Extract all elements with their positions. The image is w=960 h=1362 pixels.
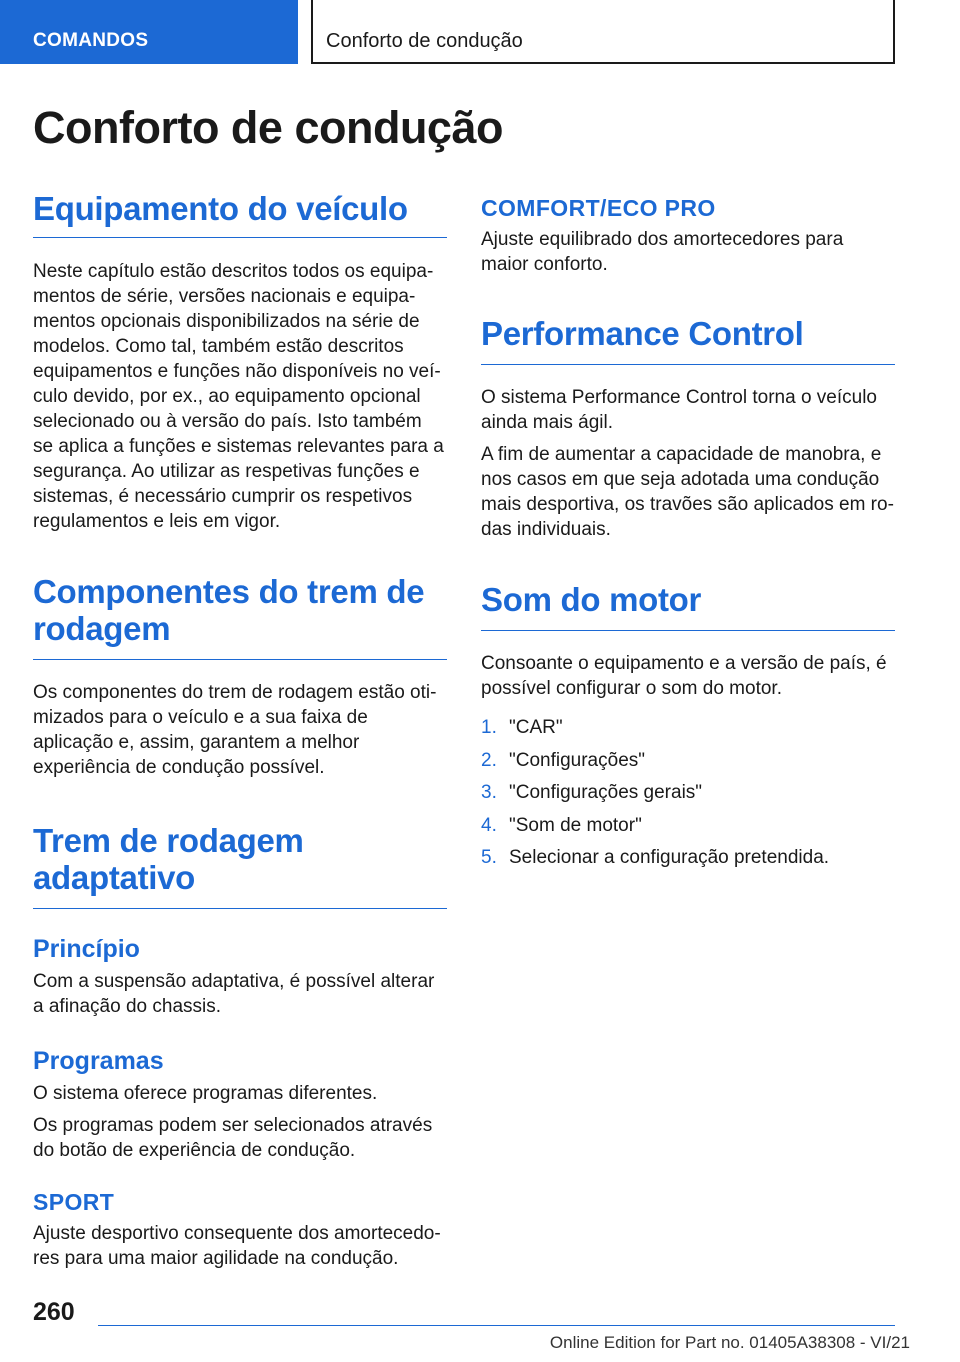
program-text-sport: Ajuste desportivo consequente dos amortecedores para uma maior agilidade na condução.: [33, 1223, 441, 1269]
subsection-text-programs-1: O sistema oferece programas diferentes.: [33, 1083, 378, 1104]
section-title-adaptive-chassis: Trem de rodagem adaptativo: [33, 822, 447, 909]
step-text: Selecionar a configuração pretendida.: [509, 847, 830, 868]
step-text: "Som de motor": [509, 814, 642, 836]
list-item: [481, 715, 895, 740]
section-text-equipment: Neste capítulo estão descritos todos os equipamentos de série, versões nacionais e equipamentos opcionais disponibilizados na série de modelos. Como tal, também estão descritos equipamentos e funções não disponíveis no veículo devido, por ex., ao equipamento opcional selecionado ou à versão do país. Isto também se aplica a funções e sistemas relevantes para a segurança. Ao utilizar as respetivas funções e sistemas, é necessário cumprir os respetivos regulamentos e leis em vigor.: [33, 261, 444, 532]
section-text-engine-sound: Consoante o equipamento e a versão de país, é possível configurar o som do motor.: [481, 653, 887, 699]
step-number: 5.: [481, 847, 497, 868]
header-section-tab: COMANDOS: [0, 0, 298, 64]
subsection-text-principle: Com a suspensão adaptativa, é possível alterar a afinação do chassis.: [33, 971, 435, 1017]
section-text-chassis-components: Os componentes do trem de rodagem estão otimizados para o veículo e a sua faixa de aplicação e, assim, garantem a melhor experiência de condução possível.: [33, 682, 437, 778]
list-item: [481, 845, 895, 870]
program-title-comfort: COMFORT/ECO PRO: [481, 195, 716, 221]
subsection-title-programs: Programas: [33, 1047, 164, 1075]
list-item: [481, 813, 895, 838]
right-column: [481, 190, 895, 878]
section-text-performance-1: O sistema Performance Control torna o veículo ainda mais ágil.: [481, 387, 878, 433]
engine-sound-steps: [481, 715, 895, 870]
section-title-engine-sound: Som do motor: [481, 581, 895, 631]
page-number: 260: [33, 1298, 75, 1326]
header-chapter-title: Conforto de condução: [311, 0, 895, 64]
section-title-equipment: Equipamento do veículo: [33, 190, 447, 238]
step-text: "CAR": [509, 717, 563, 738]
footer-divider: [98, 1325, 895, 1326]
step-number: 4.: [481, 814, 497, 836]
section-text-performance-2: A fim de aumentar a capacidade de manobra, e nos casos em que seja adotada uma condução mais desportiva, os travões são aplicados em rodas individuais.: [481, 444, 894, 540]
left-column: [33, 190, 447, 1271]
list-item: [481, 780, 895, 805]
step-number: 2.: [481, 749, 497, 771]
section-title-performance-control: Performance Control: [481, 315, 895, 365]
step-text: "Configurações gerais": [509, 782, 703, 803]
step-number: 1.: [481, 717, 497, 738]
program-text-comfort: Ajuste equilibrado dos amortecedores para maior conforto.: [481, 229, 844, 275]
section-title-chassis-components: Componentes do trem de rodagem: [33, 573, 447, 660]
subsection-text-programs-2: Os programas podem ser selecionados através do botão de experiência de condução.: [33, 1115, 433, 1161]
list-item: [481, 748, 895, 773]
subsection-title-principle: Princípio: [33, 935, 140, 963]
page-title: Conforto de condução: [33, 102, 503, 153]
program-title-sport: SPORT: [33, 1189, 115, 1215]
step-text: "Configurações": [509, 749, 646, 771]
step-number: 3.: [481, 782, 497, 803]
footer-edition: Online Edition for Part no. 01405A38308 - VI/21: [549, 1333, 910, 1352]
